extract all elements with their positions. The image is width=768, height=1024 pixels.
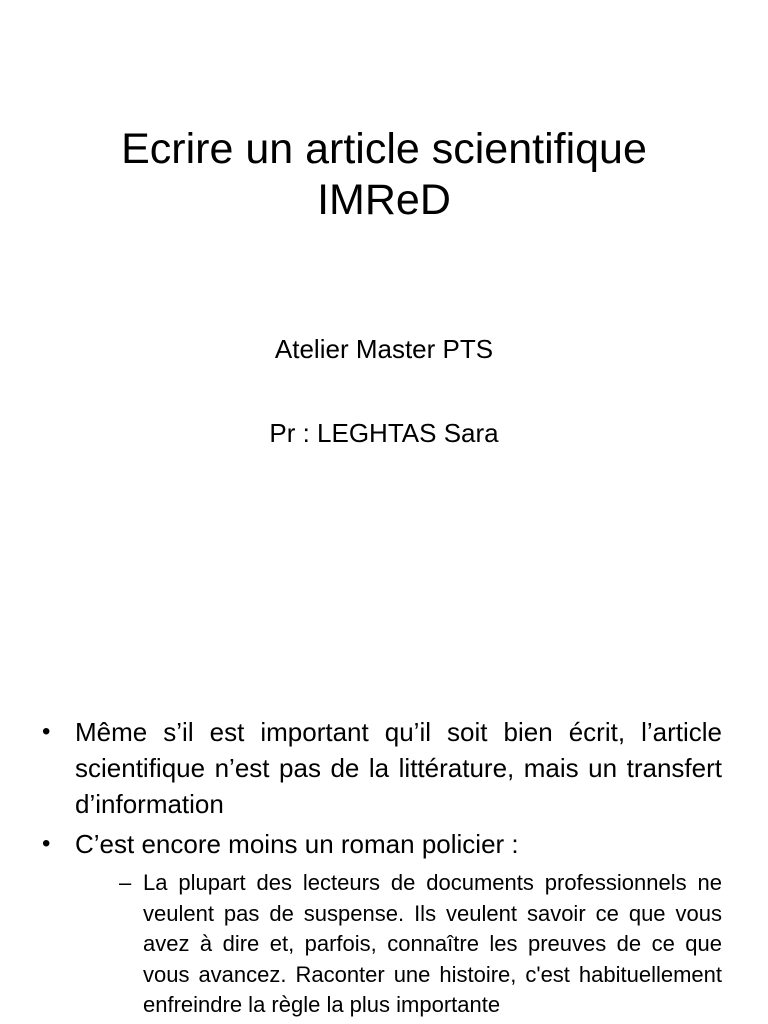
bullet-dot-icon: • [42, 830, 51, 857]
bullet-text: Même s’il est important qu’il soit bien écrit, l’article scientifique n’est pas de la littérature, mais un transfert d’information [75, 717, 722, 819]
bullet-item [40, 714, 722, 822]
presenter-subtitle: Pr : LEGHTAS Sara [269, 418, 499, 448]
bullet-item [40, 826, 722, 1021]
bullet-text: C’est encore moins un roman policier : [75, 829, 519, 859]
bullet-dot-icon: • [42, 718, 51, 745]
sub-bullet-item [75, 868, 722, 1021]
sub-bullet-text: La plupart des lecteurs de documents professionnels ne veulent pas de suspense. Ils veulent savoir ce que vous avez à dire et, parfois, connaître les preuves de ce que vous avancez. Raconter une histoire, c'est habituellement enfreindre la règle la plus importante [143, 870, 722, 1017]
bullet-list [40, 714, 722, 1024]
slide-title-line-2: IMReD [317, 176, 451, 224]
dash-icon: – [119, 870, 132, 895]
course-subtitle: Atelier Master PTS [274, 334, 494, 364]
content-slide [0, 690, 768, 1024]
slide-title [40, 124, 728, 226]
slide-title-line-1: Ecrire un article scientifique [121, 125, 647, 173]
